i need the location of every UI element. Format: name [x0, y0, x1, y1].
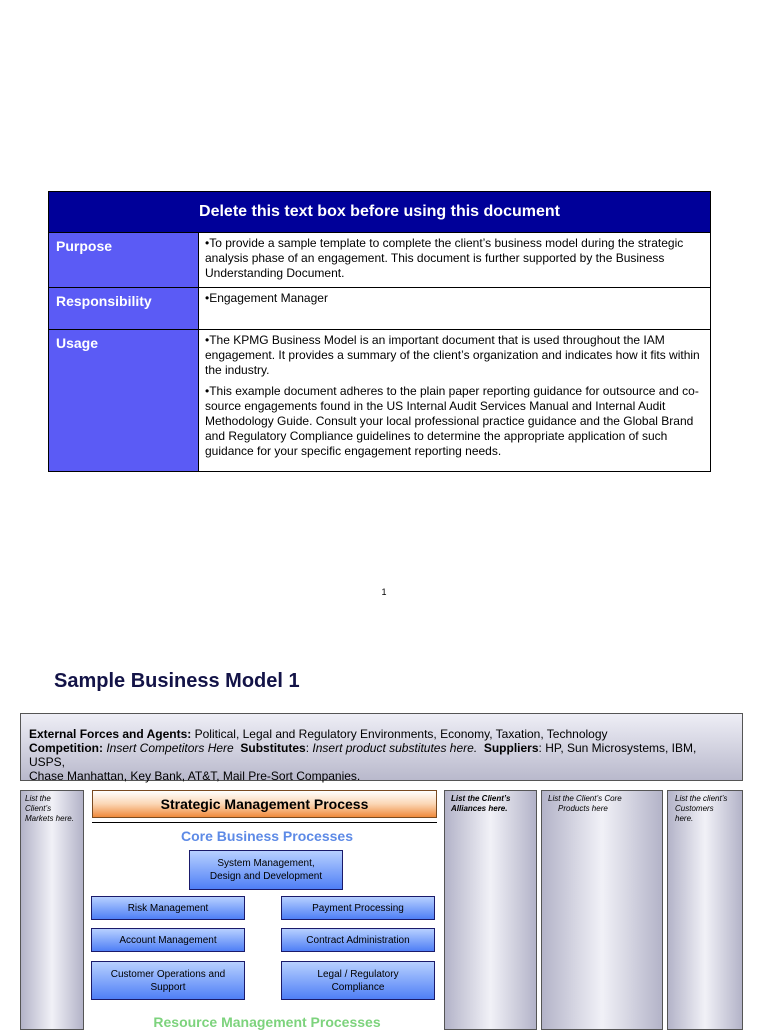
customers-text-1: List the client’s	[675, 794, 728, 803]
process-payment-processing: Payment Processing	[281, 896, 435, 920]
strategic-divider	[92, 822, 437, 823]
instruction-table	[48, 191, 711, 472]
substitutes-separator: :	[305, 741, 313, 755]
instruction-table-header: Delete this text box before using this document	[49, 192, 711, 233]
competition-label: Competition:	[29, 741, 103, 755]
table-row	[49, 330, 711, 472]
row-label-purpose: Purpose	[49, 233, 199, 288]
process-customer-operations	[91, 961, 245, 1000]
external-forces-label: External Forces and Agents:	[29, 727, 192, 741]
process-custops-line-2: Support	[150, 981, 186, 993]
markets-text-2: Client’s	[25, 804, 52, 813]
table-row	[49, 288, 711, 330]
business-model-title: Sample Business Model 1	[54, 670, 300, 692]
process-legal-line-1: Legal / Regulatory	[317, 968, 399, 980]
process-system-management	[189, 850, 343, 890]
table-row	[49, 233, 711, 288]
process-system-line-2: Design and Development	[209, 871, 323, 882]
strategic-management-box: Strategic Management Process	[92, 790, 437, 818]
suppliers-label: Suppliers	[483, 741, 539, 755]
products-column	[541, 790, 663, 1030]
core-processes-heading: Core Business Processes	[181, 828, 353, 844]
purpose-text: •To provide a sample template to complete the client’s business model during the strategic analysis phase of an engagement. This document is further supported by the Business Understanding Document.	[205, 236, 684, 280]
row-body-purpose	[199, 233, 711, 288]
competition-text: Insert Competitors Here	[103, 741, 234, 755]
alliances-column	[444, 790, 537, 1030]
process-contract-administration: Contract Administration	[281, 928, 435, 952]
row-label-usage: Usage	[49, 330, 199, 472]
customers-text-3: here.	[675, 814, 694, 823]
markets-text-1: List the	[25, 794, 51, 803]
process-risk-management: Risk Management	[91, 896, 245, 920]
suppliers-text: : HP, Sun Microsystems, IBM, USPS,	[29, 741, 697, 769]
page-number: 1	[381, 587, 387, 597]
resource-processes-heading: Resource Management Processes	[153, 1014, 381, 1030]
process-account-management: Account Management	[91, 928, 245, 952]
external-forces-text: Political, Legal and Regulatory Environments, Economy, Taxation, Technology	[191, 727, 608, 741]
alliances-text-1: List the Client’s	[451, 794, 511, 803]
process-system-line-1: System Management,	[217, 858, 315, 869]
competition-line	[29, 741, 734, 769]
external-forces-box	[20, 713, 743, 781]
row-label-responsibility: Responsibility	[49, 288, 199, 330]
responsibility-text: •Engagement Manager	[205, 291, 328, 305]
process-legal-compliance	[281, 961, 435, 1000]
substitutes-label: Substitutes	[240, 741, 306, 755]
customers-text-2: Customers	[675, 804, 714, 813]
row-body-responsibility	[199, 288, 711, 330]
products-text-1: List the Client’s Core	[548, 794, 622, 803]
external-forces-line	[29, 727, 734, 741]
process-legal-line-2: Compliance	[331, 981, 385, 993]
usage-text-2: •This example document adheres to the plain paper reporting guidance for outsource and co-source engagements found in the US Internal Audit Services Manual and Internal Audit Methodology Guide. Consult your local professional practice guidance and the Global Brand and Regulatory Compliance guidelines to determine the appropriate application of such guidance for your specific engagement reporting needs.	[205, 384, 699, 458]
customers-column	[667, 790, 743, 1030]
substitutes-text: Insert product substitutes here.	[312, 741, 478, 755]
markets-column	[20, 790, 84, 1030]
markets-text-3: Markets here.	[25, 814, 74, 823]
suppliers-line-2: Chase Manhattan, Key Bank, AT&T, Mail Pre-Sort Companies.	[29, 769, 361, 783]
alliances-text-2: Alliances here.	[451, 804, 508, 813]
process-custops-line-1: Customer Operations and	[110, 968, 226, 980]
row-body-usage	[199, 330, 711, 472]
products-text-2: Products here	[558, 804, 608, 813]
usage-text-1: •The KPMG Business Model is an important document that is used throughout the IAM engagement. It provides a summary of the client’s organization and indicates how it fits within the industry.	[205, 333, 700, 377]
